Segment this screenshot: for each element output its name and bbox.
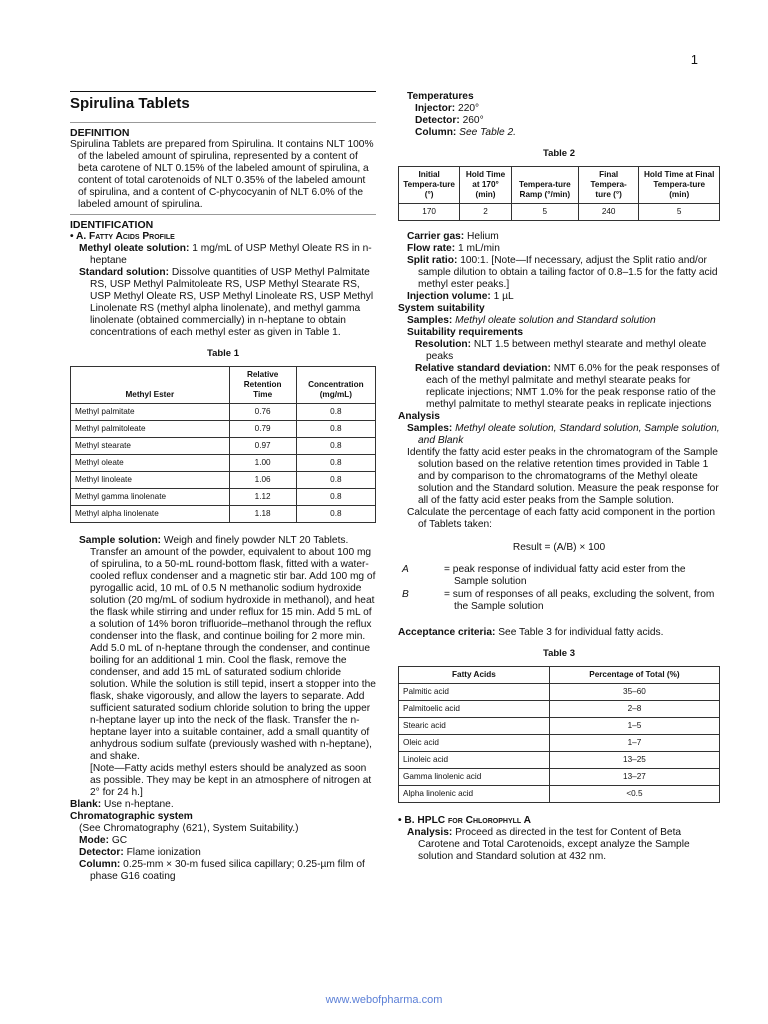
table-cell: 0.79 bbox=[229, 421, 296, 438]
sample-text: Weigh and finely powder NLT 20 Tablets. Transfer an amount of the powder, equivalent to about 100 mg of spirulina, to a 50-mL round-bottom flask, fitted with a water-cooled reflux condenser and a magnetic stir bar. Add 100 mg of pyrogallic acid, 10 mL of 0.5 N methanolic sodium hydroxide solution (20 mg/mL of sodium hydroxide in methanol), and heat the flask while stirring and under reflux for 15 min. Add 5 mL of a solution of 14% boron trifluoride–methanol through the reflux condenser into the flask, and continue boiling for 2 more min. Add 5.0 mL of n-heptane through the condenser, and continue boiling for an additional 1 min. Cool the flask, remove the condenser, and add 15 mL of saturated sodium chloride solution. While the solution is still tepid, insert a stopper into the flask, shake vigorously, and allow the layers to separate. Add sufficient saturated sodium chloride solution to bring the upper n-heptane layer up into the neck of the flask. Transfer the n-heptane layer into a suitable container, add a small quantity of anhydrous sodium sulfate (previously washed with n-heptane), and shake. bbox=[90, 535, 376, 762]
table2-header: Tempera-ture Ramp (°/min) bbox=[511, 167, 578, 204]
variable-b-definition: = sum of responses of all peaks, excluding the solvent, from the Sample solution bbox=[444, 589, 715, 612]
identification-heading: IDENTIFICATION bbox=[70, 219, 154, 231]
footer-link[interactable]: www.webofpharma.com bbox=[325, 994, 443, 1006]
table-cell: Alpha linolenic acid bbox=[399, 786, 550, 803]
page-number: 1 bbox=[690, 52, 698, 67]
test-a-heading: • A. Fatty Acids Profile bbox=[70, 231, 175, 242]
test-b-heading: • B. HPLC for Chlorophyll A bbox=[398, 815, 531, 826]
table1-header: Concentration (mg/mL) bbox=[296, 367, 375, 404]
left-column bbox=[70, 91, 376, 883]
table-row bbox=[399, 718, 720, 735]
analysis-samples bbox=[398, 423, 720, 447]
test-b-analysis bbox=[398, 827, 720, 863]
table2-header: Hold Time at 170° (min) bbox=[460, 167, 512, 204]
analysis-label: Analysis bbox=[398, 411, 440, 422]
section-rule bbox=[70, 214, 376, 215]
table2-header: Hold Time at Final Tempera-ture (min) bbox=[639, 167, 720, 204]
table-cell: 2 bbox=[460, 204, 512, 221]
table3-caption: Table 3 bbox=[542, 648, 576, 659]
variable-a-definition: = peak response of individual fatty acid ester from the Sample solution bbox=[444, 564, 686, 587]
detector-label: Detector: bbox=[79, 847, 124, 858]
table-row bbox=[399, 735, 720, 752]
sample-solution bbox=[70, 535, 376, 799]
rsd-label: Relative standard deviation: bbox=[415, 363, 551, 374]
table-cell: 0.8 bbox=[296, 489, 375, 506]
analysis-samples-text: Methyl oleate solution, Standard solution, Sample solution, and Blank bbox=[418, 423, 720, 446]
column bbox=[70, 859, 376, 883]
result-equation: Result = (A/B) × 100 bbox=[512, 542, 606, 553]
standard-text: Dissolve quantities of USP Methyl Palmitate RS, USP Methyl Palmitoleate RS, USP Methyl Stearate RS, USP Methyl Oleate RS, USP Methyl Linoleate RS, USP Methyl Linolenate RS (methyl alpha linolenate), and methyl gamma linolenate (obtained commercially) in n-heptane to obtain concentrations of each methyl ester as given in Table 1. bbox=[90, 267, 374, 338]
table-cell: 0.8 bbox=[296, 506, 375, 523]
table-cell: Palmitoelic acid bbox=[399, 701, 550, 718]
injection-label: Injection volume: bbox=[407, 291, 491, 302]
definition-heading: DEFINITION bbox=[70, 127, 130, 139]
monograph-title: Spirulina Tablets bbox=[70, 95, 190, 112]
blank-text: Use n-heptane. bbox=[103, 799, 174, 810]
mode-text: GC bbox=[111, 835, 128, 846]
split-label: Split ratio: bbox=[407, 255, 458, 266]
mode bbox=[70, 835, 376, 847]
definition-text: Spirulina Tablets are prepared from Spirulina. It contains NLT 100% of the labeled amount of spirulina, represented by a content of beta carotene of NLT 0.15% of the labeled amount of spirulina, a content of total carotenoids of NLT 0.35% of the labeled amount of spirulina, and a content of C-phycocyanin of NLT 6.0% of the labeled amount of spirulina. bbox=[70, 139, 374, 210]
table-cell: 170 bbox=[399, 204, 460, 221]
methyl-oleate-solution bbox=[70, 243, 376, 267]
chromatographic-system-ref: (See Chromatography ⟨621⟩, System Suitability.) bbox=[79, 823, 299, 834]
detector bbox=[70, 847, 376, 859]
suitability-samples-text: Methyl oleate solution and Standard solution bbox=[455, 315, 656, 326]
table1-caption: Table 1 bbox=[206, 348, 240, 359]
resolution-label: Resolution: bbox=[415, 339, 472, 350]
carrier-label: Carrier gas: bbox=[407, 231, 465, 242]
table-cell: Methyl palmitoleate bbox=[71, 421, 230, 438]
table-row bbox=[71, 506, 376, 523]
rsd-text: NMT 6.0% for the peak responses of each of the methyl palmitate and methyl stearate peaks for replicate injections; NMT 1.0% for the peak response ratio of the methyl palmitate to methyl stearate peaks in replicate injections bbox=[426, 363, 720, 410]
table-row bbox=[399, 769, 720, 786]
table-row bbox=[399, 701, 720, 718]
table-row bbox=[399, 684, 720, 701]
table-cell: Methyl gamma linolenate bbox=[71, 489, 230, 506]
table2-header: Final Tempera-ture (°) bbox=[578, 167, 639, 204]
temp-detector-text: 260° bbox=[462, 115, 484, 126]
variable-b-symbol: B bbox=[402, 589, 409, 600]
table-cell: 0.8 bbox=[296, 472, 375, 489]
temp-detector bbox=[398, 115, 720, 127]
table-cell: 0.8 bbox=[296, 455, 375, 472]
blank-label: Blank: bbox=[70, 799, 102, 810]
table-cell: 1.12 bbox=[229, 489, 296, 506]
temperatures-label: Temperatures bbox=[407, 91, 474, 102]
table1-header: Relative Retention Time bbox=[229, 367, 296, 404]
table-row bbox=[399, 204, 720, 221]
variable-a-symbol: A bbox=[402, 564, 409, 575]
table-cell: 35–60 bbox=[549, 684, 719, 701]
table-row bbox=[71, 404, 376, 421]
table-cell: 0.8 bbox=[296, 404, 375, 421]
acceptance-criteria bbox=[398, 627, 720, 639]
relative-standard-deviation bbox=[398, 363, 720, 411]
table-row bbox=[71, 472, 376, 489]
sample-note: [Note—Fatty acids methyl esters should be analyzed as soon as possible. They may be kept in an atmosphere of nitrogen at 2° for 24 h.] bbox=[90, 763, 372, 798]
calculate-text: Calculate the percentage of each fatty acid component in the portion of Tablets taken: bbox=[407, 507, 716, 530]
table2 bbox=[398, 166, 720, 221]
test-b-analysis-label: Analysis: bbox=[407, 827, 453, 838]
system-suitability-label: System suitability bbox=[398, 303, 485, 314]
injector-label: Injector: bbox=[415, 103, 456, 114]
suitability-samples-label: Samples: bbox=[407, 315, 453, 326]
table3-header: Percentage of Total (%) bbox=[549, 667, 719, 684]
injector-text: 220° bbox=[458, 103, 480, 114]
table-cell: 5 bbox=[639, 204, 720, 221]
carrier-gas bbox=[398, 231, 720, 243]
table-cell: 0.8 bbox=[296, 421, 375, 438]
chromatographic-system-label: Chromatographic system bbox=[70, 811, 193, 822]
table-row bbox=[399, 786, 720, 803]
table-cell: 0.76 bbox=[229, 404, 296, 421]
resolution-text: NLT 1.5 between methyl stearate and methyl oleate peaks bbox=[426, 339, 707, 362]
table-cell: <0.5 bbox=[549, 786, 719, 803]
table1 bbox=[70, 366, 376, 523]
table-cell: 0.8 bbox=[296, 438, 375, 455]
title-rule bbox=[70, 91, 376, 92]
table-cell: 5 bbox=[511, 204, 578, 221]
table-cell: 13–25 bbox=[549, 752, 719, 769]
table-cell: 1–5 bbox=[549, 718, 719, 735]
table-row bbox=[71, 421, 376, 438]
methyl-oleate-text: 1 mg/mL of USP Methyl Oleate RS in n-heptane bbox=[90, 243, 372, 266]
standard-label: Standard solution: bbox=[79, 267, 169, 278]
injection-volume bbox=[398, 291, 720, 303]
split-text: 100:1. [Note—If necessary, adjust the Split ratio and/or sample dilution to obtain a tailing factor of 0.8–1.5 for the fatty acid methyl ester peaks.] bbox=[418, 255, 718, 290]
table-cell: 2–8 bbox=[549, 701, 719, 718]
table-cell: Methyl palmitate bbox=[71, 404, 230, 421]
table-row bbox=[71, 455, 376, 472]
table3 bbox=[398, 666, 720, 803]
table-cell: 1.00 bbox=[229, 455, 296, 472]
carrier-text: Helium bbox=[467, 231, 499, 242]
resolution bbox=[398, 339, 720, 363]
temp-column-text: See Table 2. bbox=[459, 127, 516, 138]
table-cell: 240 bbox=[578, 204, 639, 221]
table-cell: Methyl alpha linolenate bbox=[71, 506, 230, 523]
split-ratio bbox=[398, 255, 720, 291]
suitability-samples bbox=[398, 315, 720, 327]
table-cell: Methyl stearate bbox=[71, 438, 230, 455]
column-text: 0.25-mm × 30-m fused silica capillary; 0.25-µm film of phase G16 coating bbox=[90, 859, 365, 882]
methyl-oleate-label: Methyl oleate solution: bbox=[79, 243, 190, 254]
standard-solution bbox=[70, 267, 376, 339]
injection-text: 1 µL bbox=[493, 291, 514, 302]
table-cell: Stearic acid bbox=[399, 718, 550, 735]
acceptance-label: Acceptance criteria: bbox=[398, 627, 496, 638]
right-column bbox=[398, 91, 720, 863]
flow-rate bbox=[398, 243, 720, 255]
column-label: Column: bbox=[79, 859, 121, 870]
suitability-requirements-label: Suitability requirements bbox=[407, 327, 524, 338]
table1-header: Methyl Ester bbox=[71, 367, 230, 404]
table-row bbox=[71, 438, 376, 455]
table-cell: Methyl linoleate bbox=[71, 472, 230, 489]
table-cell: 1–7 bbox=[549, 735, 719, 752]
temp-column bbox=[398, 127, 720, 139]
flow-label: Flow rate: bbox=[407, 243, 456, 254]
variable-b bbox=[398, 589, 720, 613]
section-rule bbox=[70, 122, 376, 123]
table-cell: 1.06 bbox=[229, 472, 296, 489]
table-cell: 0.97 bbox=[229, 438, 296, 455]
temp-column-label: Column: bbox=[415, 127, 457, 138]
sample-label: Sample solution: bbox=[79, 535, 162, 546]
temp-detector-label: Detector: bbox=[415, 115, 460, 126]
table-cell: Gamma linolenic acid bbox=[399, 769, 550, 786]
table2-header: Initial Tempera-ture (°) bbox=[399, 167, 460, 204]
table-cell: Oleic acid bbox=[399, 735, 550, 752]
table2-caption: Table 2 bbox=[542, 148, 576, 159]
table-cell: 1.18 bbox=[229, 506, 296, 523]
identify-text: Identify the fatty acid ester peaks in the chromatogram of the Sample solution based on the relative retention times provided in Table 1 and by comparison to the chromatograms of the Methyl oleate solution and the Standard solution. Measure the peak response for all of the fatty acid ester peaks from the Sample solution. bbox=[407, 447, 719, 506]
flow-text: 1 mL/min bbox=[457, 243, 500, 254]
variable-a bbox=[398, 564, 720, 588]
table-row bbox=[71, 489, 376, 506]
analysis-samples-label: Samples: bbox=[407, 423, 453, 434]
table-cell: Linoleic acid bbox=[399, 752, 550, 769]
injector bbox=[398, 103, 720, 115]
table-cell: 13–27 bbox=[549, 769, 719, 786]
blank bbox=[70, 799, 376, 811]
test-b-analysis-text: Proceed as directed in the test for Content of Beta Carotene and Total Carotenoids, except analyze the Sample solution and Standard solution at 432 nm. bbox=[418, 827, 690, 862]
table-cell: Methyl oleate bbox=[71, 455, 230, 472]
table-row bbox=[399, 752, 720, 769]
detector-text: Flame ionization bbox=[126, 847, 201, 858]
table3-header: Fatty Acids bbox=[399, 667, 550, 684]
mode-label: Mode: bbox=[79, 835, 109, 846]
acceptance-text: See Table 3 for individual fatty acids. bbox=[498, 627, 664, 638]
table-cell: Palmitic acid bbox=[399, 684, 550, 701]
